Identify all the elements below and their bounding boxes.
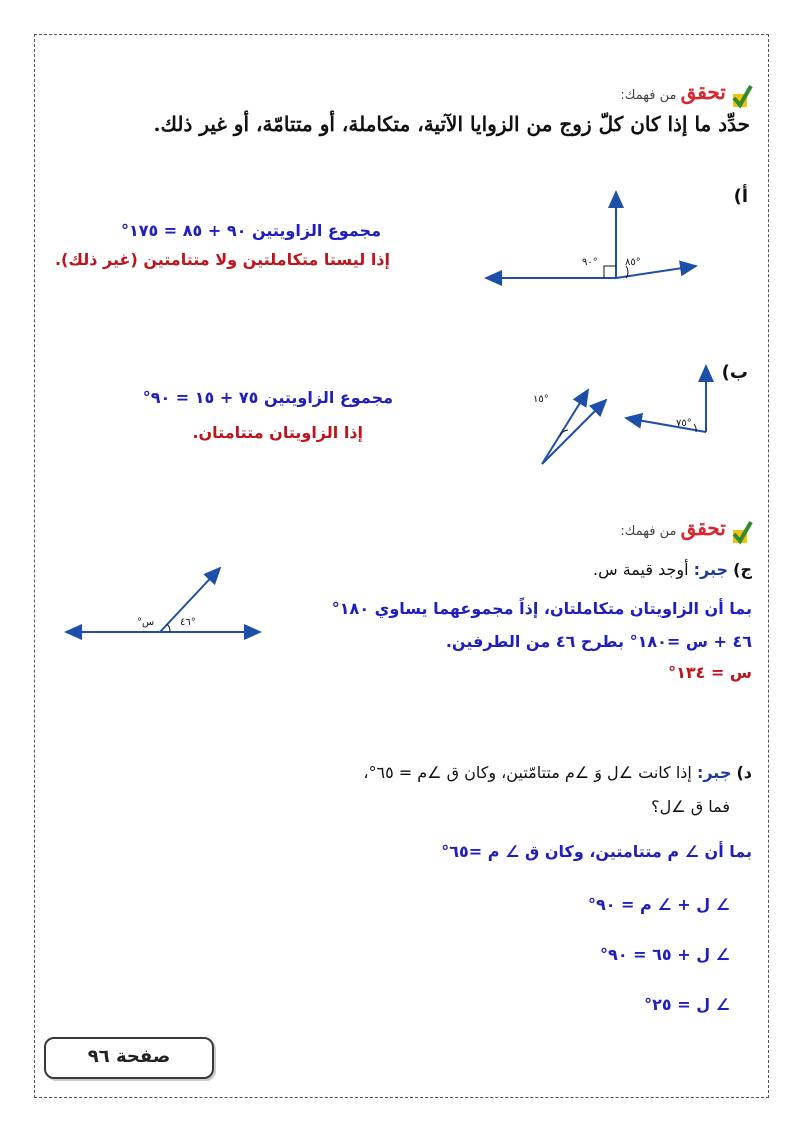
part-a-sum: مجموع الزاويتين ٩٠ + ٨٥ = ١٧٥°	[120, 221, 381, 240]
part-c-label: ج)	[733, 560, 752, 579]
part-b-conclusion: إذا الزاويتان متتامتان.	[192, 423, 363, 442]
page-number: صفحة ٩٦	[87, 1046, 171, 1067]
check-subtitle: من فهمك:	[620, 524, 677, 539]
part-d-label: د)	[736, 763, 752, 782]
part-b-label: ب)	[721, 362, 748, 383]
part-c-diagram	[60, 564, 270, 644]
part-d-question-2: فما ق ∠ل؟	[651, 797, 730, 816]
instruction-text: حدِّد ما إذا كان كلّ زوج من الزوايا الآتية، متكاملة، أو متتامّة، أو غير ذلك.	[153, 112, 750, 136]
part-b-angle-15: °١٥	[533, 394, 549, 405]
part-c-question-text: أوجد قيمة س.	[592, 560, 689, 579]
part-a-angle-85: °٨٥	[625, 257, 641, 268]
part-c-question	[593, 560, 752, 579]
part-d-question	[363, 763, 752, 782]
part-d-line3: ∠ ل + ٦٥ = ٩٠°	[600, 945, 730, 964]
checkmark-icon	[730, 520, 752, 544]
part-d-question-text: إذا كانت ∠ل وَ ∠م متتامّتين، وكان ق ∠م = ٦٥°،	[363, 763, 692, 782]
part-d-topic: جبر:	[696, 763, 732, 782]
part-a-diagram	[466, 188, 706, 308]
part-a-angle-90: °٩٠	[582, 257, 598, 268]
checkmark-icon	[730, 84, 752, 108]
part-c-line3: س = ١٣٤°	[668, 663, 752, 682]
part-b-diagram	[530, 360, 740, 470]
part-d-line1: بما أن ∠ م متتامتين، وكان ق ∠ م =٦٥°	[441, 842, 752, 861]
part-c-topic: جبر:	[693, 560, 729, 579]
check-title: تحقق	[680, 516, 726, 540]
check-header-1	[620, 80, 752, 108]
check-title: تحقق	[680, 80, 726, 104]
part-c-line2: ٤٦ + س =١٨٠° بطرح ٤٦ من الطرفين.	[445, 632, 752, 651]
part-a-label: أ)	[733, 186, 748, 207]
part-d-line2: ∠ ل + ∠ م = ٩٠°	[587, 895, 730, 914]
part-a-conclusion: إذا ليستا متكاملتين ولا متتامتين (غير ذلك).	[54, 250, 390, 269]
part-b-sum: مجموع الزاويتين ٧٥ + ١٥ = ٩٠°	[142, 388, 393, 407]
part-d-line4: ∠ ل = ٢٥°	[644, 995, 730, 1014]
part-c-angle-x: س°	[137, 617, 155, 628]
check-subtitle: من فهمك:	[620, 88, 677, 103]
part-c-line1: بما أن الزاويتان متكاملتان، إذاً مجموعهما يساوي ١٨٠°	[331, 599, 752, 618]
part-b-angle-75: °٧٥	[676, 418, 692, 429]
check-header-2	[620, 516, 752, 544]
page-number-box	[44, 1037, 214, 1079]
part-c-angle-46: °٤٦	[180, 617, 196, 628]
